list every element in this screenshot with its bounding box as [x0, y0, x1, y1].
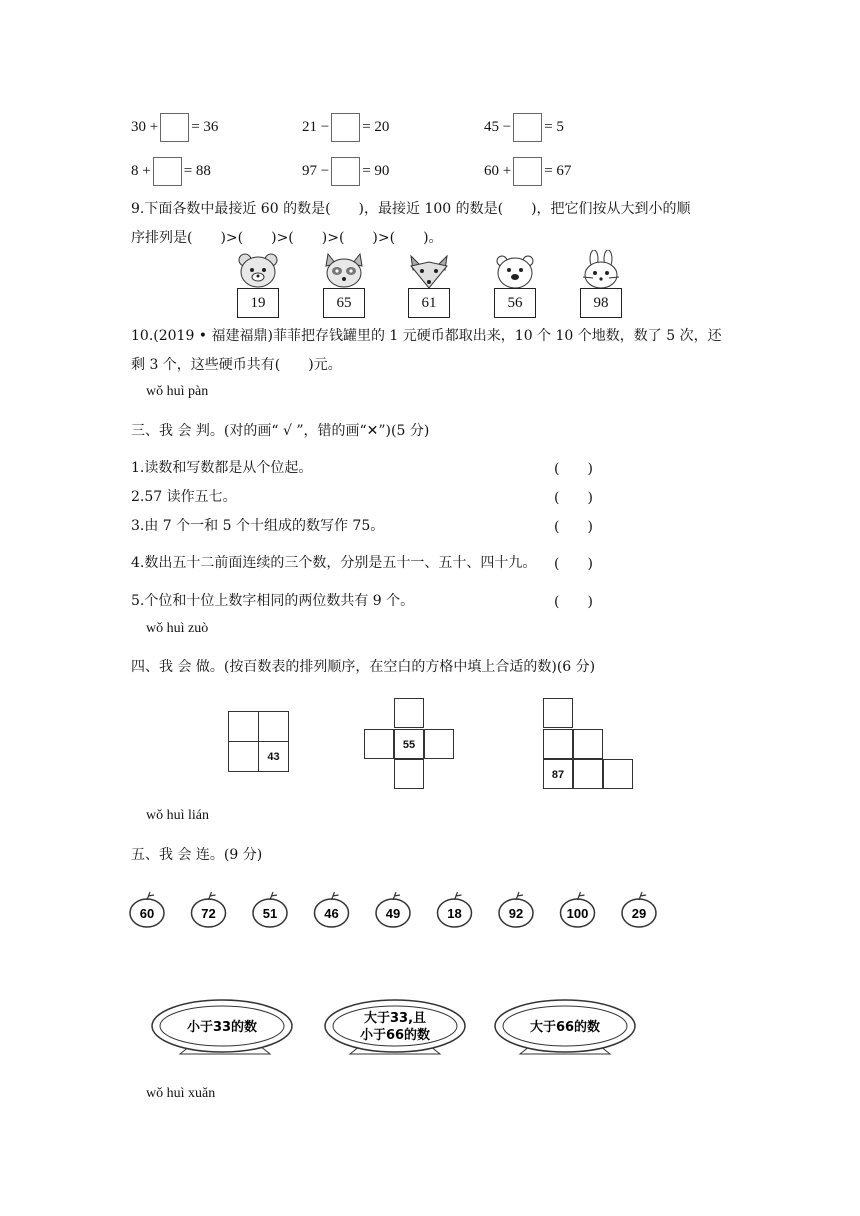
equation-1: 30 + = 36 — [131, 113, 218, 142]
grid-cell-blank[interactable] — [573, 729, 603, 759]
grid-cell-blank[interactable] — [573, 759, 603, 789]
q9-line-2: 序排列是( )>( )>( )>( )>( )。 — [131, 230, 443, 246]
equation-3: 45 − = 5 — [484, 113, 564, 142]
grid-cell-blank[interactable] — [228, 711, 259, 742]
animal-number: 98 — [580, 288, 622, 318]
judge-answer-paren[interactable]: ( ) — [554, 594, 593, 610]
plates-svg — [150, 996, 640, 1058]
q9-line-1: 9.下面各数中最接近 60 的数是( )，最接近 100 的数是( )，把它们按从大到小的顺 — [131, 201, 691, 217]
answer-box[interactable] — [513, 113, 542, 142]
grid-cell-blank[interactable] — [228, 741, 259, 772]
apple-label: 100 — [566, 906, 589, 921]
judge-answer-paren[interactable]: ( ) — [554, 556, 593, 572]
apple-number-2[interactable] — [253, 892, 287, 927]
judge-answer-paren[interactable]: ( ) — [554, 490, 593, 506]
apple-number-4[interactable] — [376, 892, 410, 927]
apple-number-7[interactable] — [561, 892, 595, 927]
animal-number: 65 — [323, 288, 365, 318]
grid-cell-blank[interactable] — [543, 729, 573, 759]
judge-item-1: 1.读数和写数都是从个位起。 — [131, 460, 313, 476]
apple-number-6[interactable] — [499, 892, 533, 927]
apple-label: 72 — [201, 906, 216, 921]
apple-label: 92 — [508, 906, 524, 921]
apple-row — [128, 889, 668, 931]
next-section-pinyin: wǒ huì xuǎn — [146, 1086, 216, 1101]
rabbit-icon — [579, 250, 623, 290]
plate-greater-than-66[interactable] — [495, 1000, 635, 1054]
plate-label: 小于33的数 — [186, 1020, 258, 1035]
apple-number-5[interactable] — [438, 892, 472, 927]
judge-item-4: 4.数出五十二前面连续的三个数，分别是五十一、五十、四十九。 — [131, 555, 537, 571]
answer-box[interactable] — [160, 113, 189, 142]
number-grid-2 — [364, 698, 455, 790]
apple-label: 60 — [139, 906, 155, 921]
plate-label: 小于66的数 — [359, 1028, 431, 1043]
polar-bear-icon — [493, 252, 537, 290]
apple-number-8[interactable] — [622, 892, 656, 927]
judge-item-5: 5.个位和十位上数字相同的两位数共有 9 个。 — [131, 593, 415, 609]
plate-label: 大于66的数 — [529, 1020, 601, 1035]
animal-number: 56 — [494, 288, 536, 318]
section-3-pinyin: wǒ huì pàn — [146, 384, 209, 399]
grid-cell-blank[interactable] — [603, 759, 633, 789]
grid-cell-blank[interactable] — [364, 729, 394, 759]
section-5-title: 五、我 会 连。(9 分) — [131, 847, 263, 863]
apples-svg — [128, 889, 668, 931]
grid-cell-blank[interactable] — [424, 729, 454, 759]
number-grid-1 — [228, 711, 290, 773]
plate-label: 大于33,且 — [363, 1011, 427, 1026]
plate-between-33-66[interactable] — [325, 1000, 465, 1054]
apple-number-3[interactable] — [315, 892, 349, 927]
apple-label: 46 — [324, 906, 339, 921]
section-4-title: 四、我 会 做。(按百数表的排列顺序，在空白的方格中填上合适的数)(6 分) — [131, 659, 596, 675]
answer-box[interactable] — [513, 157, 542, 186]
apple-label: 29 — [631, 906, 647, 921]
animal-cards — [236, 250, 636, 320]
equation-2: 21 − = 20 — [302, 113, 389, 142]
answer-box[interactable] — [331, 113, 360, 142]
judge-answer-paren[interactable]: ( ) — [554, 519, 593, 535]
grid-cell-given: 87 — [543, 759, 573, 789]
judge-item-2: 2.57 读作五七。 — [131, 489, 237, 505]
apple-number-0[interactable] — [130, 892, 164, 927]
q10-line-2: 剩 3 个，这些硬币共有( )元。 — [131, 357, 342, 373]
apple-number-1[interactable] — [192, 892, 226, 927]
number-grid-3 — [543, 698, 635, 791]
equation-6: 60 + = 67 — [484, 157, 571, 186]
grid-cell-given: 43 — [258, 741, 289, 772]
grid-cell-blank[interactable] — [394, 698, 424, 728]
answer-box[interactable] — [331, 157, 360, 186]
judge-item-3: 3.由 7 个一和 5 个十组成的数写作 75。 — [131, 518, 385, 534]
grid-cell-blank[interactable] — [394, 759, 424, 789]
animal-number: 19 — [237, 288, 279, 318]
apple-label: 49 — [385, 906, 401, 921]
answer-box[interactable] — [153, 157, 182, 186]
animal-number: 61 — [408, 288, 450, 318]
section-4-pinyin: wǒ huì zuò — [146, 621, 209, 636]
judge-answer-paren[interactable]: ( ) — [554, 461, 593, 477]
equation-5: 97 − = 90 — [302, 157, 389, 186]
q10-line-1: 10.(2019 • 福建福鼎)菲菲把存钱罐里的 1 元硬币都取出来，10 个 10 个地数，数了 5 次，还 — [131, 328, 722, 344]
section-5-pinyin: wǒ huì lián — [146, 808, 209, 823]
raccoon-icon — [322, 250, 366, 290]
grid-cell-blank[interactable] — [543, 698, 573, 728]
grid-cell-blank[interactable] — [258, 711, 289, 742]
plate-less-than-33[interactable] — [152, 1000, 292, 1054]
section-3-title: 三、我 会 判。(对的画“ √ ”，错的画“✕”)(5 分) — [131, 423, 430, 439]
grid-cell-given: 55 — [394, 729, 424, 759]
fox-icon — [407, 254, 451, 290]
apple-label: 51 — [262, 906, 278, 921]
apple-label: 18 — [447, 906, 462, 921]
equation-4: 8 + = 88 — [131, 157, 211, 186]
bear-icon — [236, 250, 280, 290]
